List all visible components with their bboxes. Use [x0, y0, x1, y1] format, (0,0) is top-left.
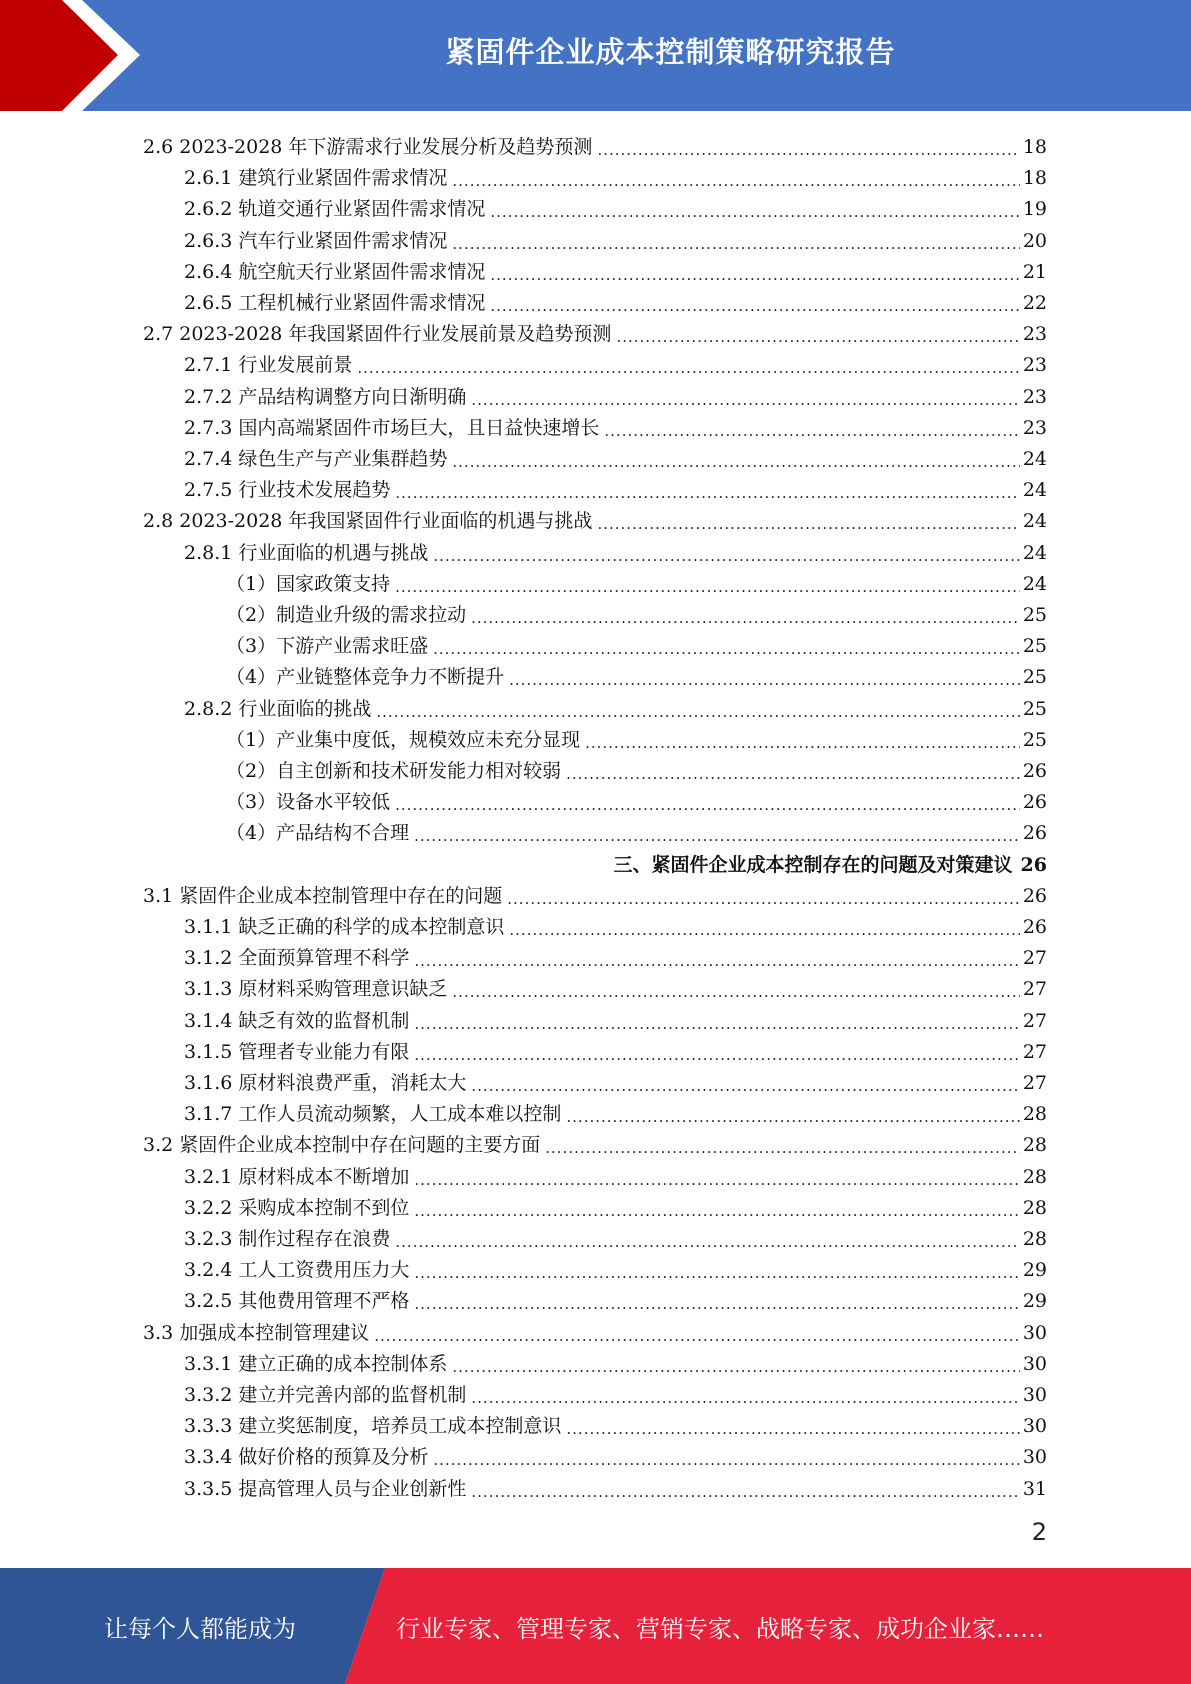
- toc-entry[interactable]: [226, 657, 1047, 688]
- toc-entry-page: 30: [1022, 1415, 1047, 1438]
- toc-entry-label: （4）产品结构不合理: [226, 822, 410, 845]
- toc-entry-page: 24: [1022, 541, 1047, 564]
- toc-entry[interactable]: [226, 626, 1047, 657]
- footer-slogan-left: 让每个人都能成为: [104, 1614, 296, 1643]
- toc-entry-label: 三、紧固件企业成本控制存在的问题及对策建议: [613, 853, 1013, 876]
- toc-entry[interactable]: [143, 1313, 1047, 1344]
- toc-leader-dots: [433, 635, 1020, 657]
- toc-leader-dots: [452, 978, 1019, 1000]
- toc-entry-page: 28: [1022, 1228, 1047, 1250]
- toc-entry-label: 3.1.4 缺乏有效的监督机制: [184, 1009, 410, 1032]
- toc-entry-label: 3.1 紧固件企业成本控制管理中存在的问题: [143, 884, 503, 907]
- toc-entry-page: 23: [1022, 323, 1047, 346]
- toc-leader-dots: [566, 760, 1020, 782]
- toc-entry-label: 3.2.5 其他费用管理不严格: [184, 1290, 410, 1313]
- toc-entry[interactable]: [184, 1188, 1047, 1219]
- toc-entry-label: 3.1.3 原材料采购管理意识缺乏: [184, 978, 448, 1001]
- toc-entry-label: 3.2.4 工人工资费用压力大: [184, 1259, 410, 1282]
- toc-entry-label: 3.3.5 提高管理人员与企业创新性: [184, 1477, 467, 1500]
- toc-entry-page: 24: [1022, 510, 1047, 533]
- toc-entry-label: （1）产业集中度低，规模效应未充分显现: [226, 728, 581, 751]
- toc-entry-label: 2.6.2 轨道交通行业紧固件需求情况: [184, 198, 486, 221]
- toc-entry-label: 2.6.1 建筑行业紧固件需求情况: [184, 167, 448, 190]
- toc-leader-dots: [395, 1228, 1019, 1250]
- toc-leader-dots: [604, 417, 1019, 439]
- toc-entry-label: （2）制造业升级的需求拉动: [226, 604, 467, 626]
- toc-leader-dots: [452, 167, 1019, 189]
- toc-entry[interactable]: [184, 283, 1047, 314]
- toc-leader-dots: [452, 230, 1019, 252]
- toc-leader-dots: [414, 1041, 1019, 1063]
- page-footer: [0, 1568, 1191, 1684]
- page-header: [0, 0, 1191, 111]
- toc-leader-dots: [509, 916, 1019, 938]
- toc-entry-page: 25: [1022, 666, 1047, 689]
- toc-entry-page: 20: [1022, 229, 1047, 252]
- toc-entry[interactable]: [184, 1063, 1047, 1094]
- toc-entry[interactable]: [184, 377, 1047, 408]
- toc-entry-page: 29: [1022, 1259, 1047, 1282]
- toc-entry-page: 23: [1022, 416, 1047, 439]
- toc-leader-dots: [414, 1010, 1019, 1032]
- toc-entry[interactable]: [226, 813, 1047, 844]
- toc-entry-label: （2）自主创新和技术研发能力相对较弱: [226, 760, 562, 782]
- toc-entry[interactable]: [184, 408, 1047, 439]
- toc-entry-label: 2.6 2023-2028 年下游需求行业发展分析及趋势预测: [143, 136, 593, 158]
- toc-entry-page: 28: [1022, 1165, 1047, 1188]
- toc-entry-label: 3.2 紧固件企业成本控制中存在问题的主要方面: [143, 1134, 541, 1157]
- toc-leader-dots: [471, 1072, 1019, 1094]
- toc-entry[interactable]: [184, 1406, 1047, 1437]
- toc-entry[interactable]: [184, 907, 1047, 938]
- toc-entry-label: 3.2.1 原材料成本不断增加: [184, 1165, 410, 1188]
- toc-leader-dots: [597, 136, 1019, 158]
- toc-leader-dots: [395, 791, 1020, 813]
- toc-leader-dots: [490, 198, 1019, 220]
- toc-entry[interactable]: [143, 314, 1047, 345]
- toc-entry[interactable]: [184, 1032, 1047, 1063]
- toc-leader-dots: [585, 729, 1020, 751]
- toc-leader-dots: [490, 292, 1019, 314]
- toc-leader-dots: [509, 666, 1020, 688]
- toc-leader-dots: [374, 1322, 1020, 1344]
- toc-entry-label: 3.3.4 做好价格的预算及分析: [184, 1446, 429, 1469]
- toc-entry-label: 3.1.6 原材料浪费严重，消耗太大: [184, 1072, 467, 1094]
- toc-leader-dots: [433, 1446, 1019, 1468]
- toc-leader-dots: [414, 1166, 1019, 1188]
- toc-entry[interactable]: [143, 1125, 1047, 1156]
- toc-entry[interactable]: [184, 1281, 1047, 1312]
- toc-entry-label: 2.6.3 汽车行业紧固件需求情况: [184, 229, 448, 252]
- toc-entry-page: 25: [1022, 728, 1047, 751]
- toc-entry-label: 2.6.5 工程机械行业紧固件需求情况: [184, 292, 486, 314]
- toc-entry-page: 30: [1022, 1446, 1047, 1469]
- toc-leader-dots: [507, 885, 1020, 907]
- toc-leader-dots: [566, 1103, 1019, 1125]
- page-number: 2: [1031, 1518, 1047, 1546]
- toc-leader-dots: [471, 1384, 1019, 1406]
- toc-entry-label: 3.1.5 管理者专业能力有限: [184, 1040, 410, 1063]
- toc-leader-dots: [395, 479, 1019, 501]
- report-title: 紧固件企业成本控制策略研究报告: [445, 34, 896, 69]
- toc-entry-label: 3.1.2 全面预算管理不科学: [184, 947, 410, 970]
- toc-entry[interactable]: [226, 782, 1047, 813]
- toc-entry-page: 26: [1022, 822, 1047, 845]
- toc-entry-page: 24: [1022, 572, 1047, 595]
- toc-entry-label: （4）产业链整体竞争力不断提升: [226, 666, 505, 689]
- toc-entry-page: 23: [1022, 354, 1047, 377]
- toc-leader-dots: [566, 1415, 1019, 1437]
- toc-entry-label: 3.2.3 制作过程存在浪费: [184, 1228, 391, 1250]
- toc-entry[interactable]: [226, 595, 1047, 626]
- chevron-logo-icon: [0, 0, 160, 111]
- toc-leader-dots: [545, 1134, 1020, 1156]
- toc-entry-label: 2.7.4 绿色生产与产业集群趋势: [184, 448, 448, 470]
- toc-entry[interactable]: [614, 845, 1047, 876]
- toc-entry[interactable]: [184, 1375, 1047, 1406]
- toc-leader-dots: [414, 1197, 1019, 1219]
- toc-entry-label: 2.7.3 国内高端紧固件市场巨大，且日益快速增长: [184, 416, 600, 439]
- toc-entry-page: 23: [1022, 385, 1047, 408]
- toc-entry-label: 2.7 2023-2028 年我国紧固件行业发展前景及趋势预测: [143, 323, 612, 346]
- toc-entry[interactable]: [184, 533, 1047, 564]
- toc-entry-page: 24: [1022, 479, 1047, 502]
- toc-entry-page: 28: [1022, 1103, 1047, 1126]
- toc-entry-page: 27: [1022, 1009, 1047, 1032]
- toc-entry[interactable]: [184, 1219, 1047, 1250]
- toc-leader-dots: [376, 698, 1019, 720]
- toc-entry-page: 25: [1022, 604, 1047, 626]
- toc-entry-label: （3）下游产业需求旺盛: [226, 635, 429, 658]
- toc-entry-page: 30: [1022, 1352, 1047, 1375]
- toc-entry-page: 27: [1022, 1040, 1047, 1063]
- toc-entry-label: （3）设备水平较低: [226, 791, 391, 814]
- footer-slogan-right: 行业专家、管理专家、营销专家、战略专家、成功企业家……: [396, 1614, 1044, 1643]
- toc-entry-page: 27: [1022, 947, 1047, 970]
- toc-leader-dots: [452, 448, 1019, 470]
- toc-entry[interactable]: [184, 1469, 1047, 1500]
- toc-entry-label: 2.6.4 航空航天行业紧固件需求情况: [184, 260, 486, 283]
- toc-leader-dots: [490, 261, 1019, 283]
- toc-entry[interactable]: [184, 221, 1047, 252]
- toc-entry[interactable]: [184, 439, 1047, 470]
- toc-leader-dots: [414, 1259, 1019, 1281]
- toc-entry-page: 27: [1022, 1072, 1047, 1094]
- toc-entry[interactable]: [184, 1094, 1047, 1125]
- toc-entry-page: 27: [1022, 978, 1047, 1001]
- toc-entry-label: 2.7.2 产品结构调整方向日渐明确: [184, 385, 467, 408]
- toc-entry-page: 18: [1022, 136, 1047, 158]
- toc-leader-dots: [616, 323, 1019, 345]
- toc-entry-page: 29: [1022, 1290, 1047, 1313]
- toc-entry[interactable]: [226, 751, 1047, 782]
- toc-entry[interactable]: [184, 1001, 1047, 1032]
- toc-entry[interactable]: [184, 1344, 1047, 1375]
- toc-entry[interactable]: [184, 938, 1047, 969]
- toc-entry-label: 3.2.2 采购成本控制不到位: [184, 1196, 410, 1219]
- toc-entry[interactable]: [184, 1250, 1047, 1281]
- toc-entry-page: 18: [1022, 167, 1047, 190]
- toc-entry[interactable]: [184, 689, 1047, 720]
- toc-leader-dots: [471, 1478, 1019, 1500]
- toc-entry[interactable]: [184, 1437, 1047, 1468]
- toc-entry-page: 19: [1022, 198, 1047, 221]
- toc-entry[interactable]: [184, 158, 1047, 189]
- toc-entry-label: 2.8 2023-2028 年我国紧固件行业面临的机遇与挑战: [143, 510, 593, 533]
- toc-entry-page: 24: [1022, 448, 1047, 470]
- toc-leader-dots: [357, 354, 1019, 376]
- toc-leader-dots: [433, 542, 1019, 564]
- toc-leader-dots: [452, 1353, 1019, 1375]
- toc-leader-dots: [414, 947, 1019, 969]
- toc-entry-label: 3.3.2 建立并完善内部的监督机制: [184, 1384, 467, 1406]
- toc-entry-label: 3.3.1 建立正确的成本控制体系: [184, 1352, 448, 1375]
- toc-entry-page: 22: [1022, 292, 1047, 314]
- toc-entry-page: 21: [1022, 260, 1047, 283]
- toc-entry-label: 2.8.1 行业面临的机遇与挑战: [184, 541, 429, 564]
- toc-leader-dots: [471, 604, 1020, 626]
- toc-entry-page: 26: [1022, 791, 1047, 814]
- toc-entry-label: 3.1.7 工作人员流动频繁，人工成本难以控制: [184, 1103, 562, 1126]
- toc-entry-label: 2.7.1 行业发展前景: [184, 354, 353, 377]
- toc-entry[interactable]: [184, 470, 1047, 501]
- toc-entry-page: 30: [1022, 1321, 1047, 1344]
- toc-leader-dots: [597, 510, 1019, 532]
- toc-entry[interactable]: [143, 876, 1047, 907]
- toc-entry[interactable]: [143, 127, 1047, 158]
- toc-entry-label: 3.3.3 建立奖惩制度，培养员工成本控制意识: [184, 1415, 562, 1438]
- toc-entry-page: 26: [1022, 884, 1047, 907]
- toc-leader-dots: [414, 822, 1020, 844]
- toc-leader-dots: [471, 386, 1019, 408]
- toc-entry-page: 28: [1022, 1134, 1047, 1157]
- toc-entry-label: 2.7.5 行业技术发展趋势: [184, 479, 391, 502]
- toc-entry[interactable]: [184, 189, 1047, 220]
- toc-entry[interactable]: [184, 252, 1047, 283]
- toc-entry[interactable]: [226, 720, 1047, 751]
- toc-entry-page: 28: [1022, 1196, 1047, 1219]
- toc-entry[interactable]: [184, 969, 1047, 1000]
- toc-entry-page: 25: [1022, 697, 1047, 720]
- toc-entry-label: （1）国家政策支持: [226, 572, 391, 595]
- toc-leader-dots: [414, 1290, 1019, 1312]
- toc-entry-label: 3.3 加强成本控制管理建议: [143, 1321, 370, 1344]
- toc-leader-dots: [395, 573, 1020, 595]
- toc-entry-page: 25: [1022, 635, 1047, 658]
- toc-entry[interactable]: [184, 345, 1047, 376]
- toc-entry[interactable]: [226, 564, 1047, 595]
- toc-entry-page: 26: [1022, 760, 1047, 782]
- toc-entry-label: 2.8.2 行业面临的挑战: [184, 697, 372, 720]
- toc-entry-page: 26: [1020, 853, 1047, 876]
- toc-entry-page: 31: [1022, 1477, 1047, 1500]
- toc-entry-page: 30: [1022, 1384, 1047, 1406]
- toc-entry[interactable]: [143, 501, 1047, 532]
- toc-entry-label: 3.1.1 缺乏正确的科学的成本控制意识: [184, 916, 505, 938]
- toc-entry-page: 26: [1022, 916, 1047, 938]
- toc-entry[interactable]: [184, 1157, 1047, 1188]
